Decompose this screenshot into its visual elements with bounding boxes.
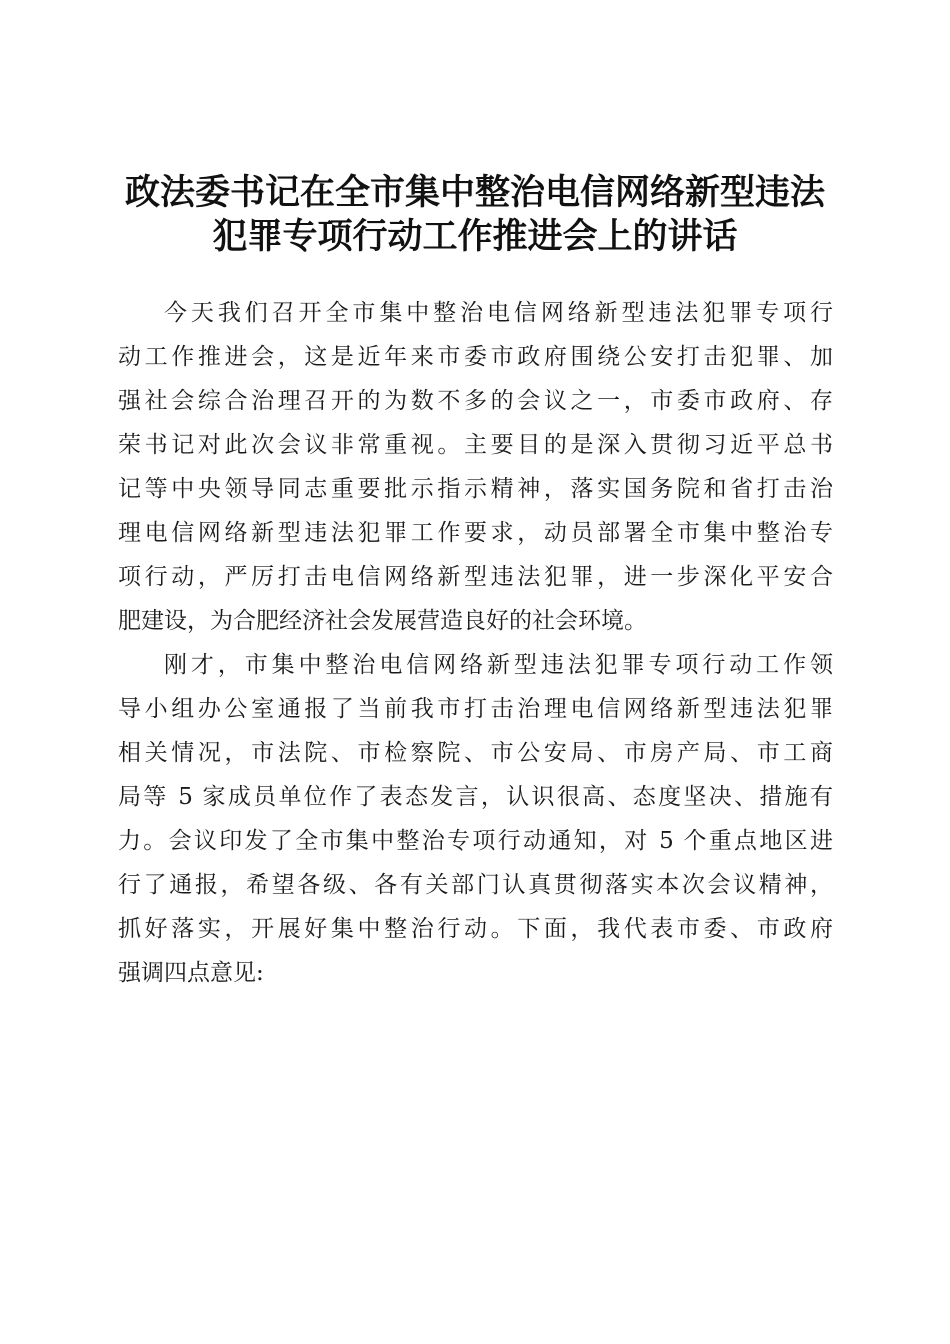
paragraph-1-line: 荣书记对此次会议非常重视。主要目的是深入贯彻习近平总书 [118, 432, 833, 458]
paragraph-1-line: 记等中央领导同志重要批示指示精神，落实国务院和省打击治 [118, 476, 833, 502]
paragraph-1-line: 理电信网络新型违法犯罪工作要求，动员部署全市集中整治专 [118, 520, 833, 546]
paragraph-2-line: 抓好落实，开展好集中整治行动。下面，我代表市委、市政府 [118, 916, 833, 942]
document-title-line-1: 政法委书记在全市集中整治电信网络新型违法 [124, 172, 825, 213]
paragraph-2-line: 相关情况，市法院、市检察院、市公安局、市房产局、市工商 [118, 740, 833, 766]
paragraph-1-line: 项行动，严厉打击电信网络新型违法犯罪，进一步深化平安合 [118, 564, 833, 590]
paragraph-2-line: 导小组办公室通报了当前我市打击治理电信网络新型违法犯罪 [118, 696, 833, 722]
paragraph-2-line: 力。会议印发了全市集中整治专项行动通知，对 5 个重点地区进 [118, 828, 833, 854]
paragraph-2-line: 刚才，市集中整治电信网络新型违法犯罪专项行动工作领 [164, 652, 833, 678]
paragraph-2-line: 强调四点意见: [118, 960, 264, 986]
paragraph-1-line: 动工作推进会，这是近年来市委市政府围绕公安打击犯罪、加 [118, 344, 833, 370]
paragraph-2-line: 局等 5 家成员单位作了表态发言，认识很高、态度坚决、措施有 [118, 784, 833, 810]
paragraph-1-line: 今天我们召开全市集中整治电信网络新型违法犯罪专项行 [164, 300, 833, 326]
paragraph-1-line: 强社会综合治理召开的为数不多的会议之一，市委市政府、存 [118, 388, 833, 414]
paragraph-2-line: 行了通报，希望各级、各有关部门认真贯彻落实本次会议精神， [118, 872, 833, 898]
paragraph-1-line: 肥建设，为合肥经济社会发展营造良好的社会环境。 [118, 608, 647, 634]
document-title-line-2: 犯罪专项行动工作推进会上的讲话 [212, 216, 738, 257]
